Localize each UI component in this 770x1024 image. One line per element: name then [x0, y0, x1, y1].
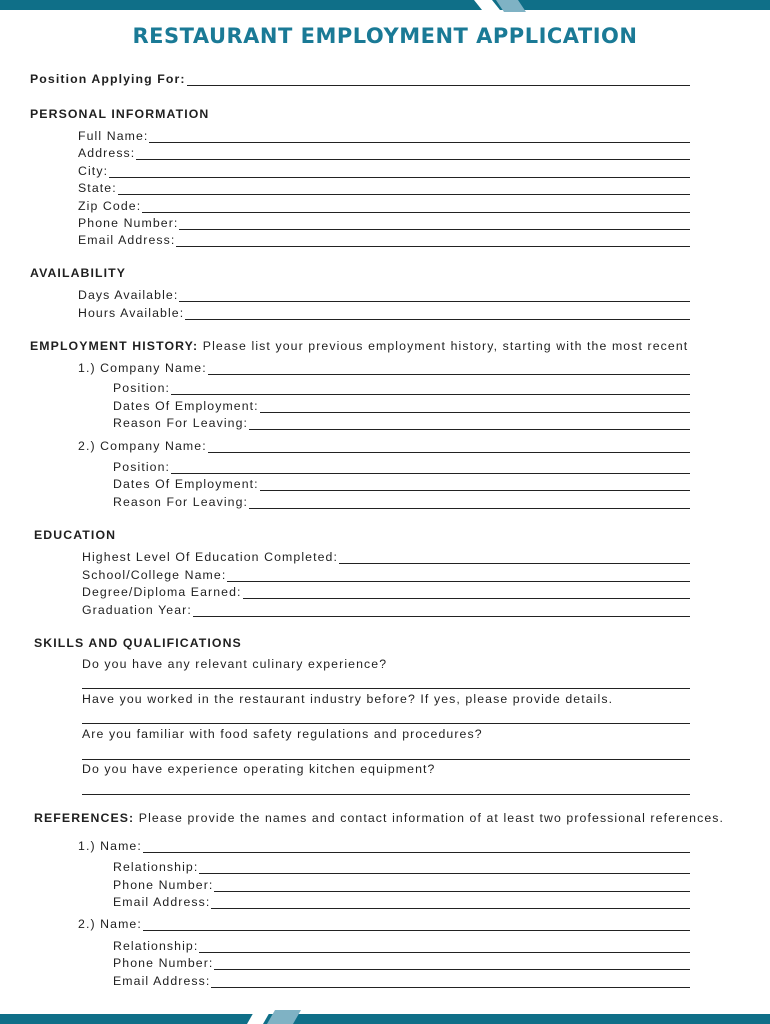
- personal-heading: PERSONAL INFORMATION: [30, 107, 210, 121]
- ref1-relationship-label: Relationship:: [113, 860, 199, 874]
- school-line[interactable]: [227, 568, 690, 582]
- company1-line[interactable]: [208, 361, 690, 375]
- education-level-field[interactable]: [82, 550, 690, 564]
- ref2-phone-line[interactable]: [214, 956, 690, 970]
- company2-label: 2.) Company Name:: [78, 439, 207, 453]
- ref2-relationship-label: Relationship:: [113, 939, 199, 953]
- ref2-phone-field[interactable]: [113, 956, 690, 970]
- reason2-field[interactable]: [113, 495, 690, 509]
- phone-line[interactable]: [179, 216, 690, 230]
- education-level-line[interactable]: [339, 550, 690, 564]
- skills-question-2: Have you worked in the restaurant industry before? If yes, please provide details.: [82, 692, 614, 706]
- ref1-phone-line[interactable]: [214, 878, 690, 892]
- ref1-name-field[interactable]: [78, 839, 690, 853]
- skills-answer-line-2[interactable]: [82, 723, 690, 724]
- grad-year-label: Graduation Year:: [82, 603, 192, 617]
- reason2-line[interactable]: [249, 495, 690, 509]
- education-heading: EDUCATION: [34, 528, 117, 542]
- state-label: State:: [78, 181, 117, 195]
- phone-field[interactable]: [78, 216, 690, 230]
- reason2-label: Reason For Leaving:: [113, 495, 249, 509]
- address-line[interactable]: [136, 146, 690, 160]
- email-field[interactable]: [78, 233, 690, 247]
- position-line[interactable]: [187, 72, 690, 86]
- position-label: Position Applying For:: [30, 72, 186, 86]
- employment-heading: [30, 339, 688, 353]
- ref1-phone-label: Phone Number:: [113, 878, 214, 892]
- days-field[interactable]: [78, 288, 690, 302]
- company2-line[interactable]: [208, 439, 690, 453]
- grad-year-line[interactable]: [193, 603, 690, 617]
- ref2-email-field[interactable]: [113, 974, 690, 988]
- email-label: Email Address:: [78, 233, 176, 247]
- school-field[interactable]: [82, 568, 690, 582]
- bottom-stripes-decoration: [245, 1008, 315, 1024]
- ref2-name-line[interactable]: [143, 917, 690, 931]
- position-field[interactable]: [30, 72, 690, 86]
- reason1-label: Reason For Leaving:: [113, 416, 249, 430]
- form-title: RESTAURANT EMPLOYMENT APPLICATION: [132, 24, 638, 48]
- references-heading: [34, 811, 724, 825]
- skills-question-1: Do you have any relevant culinary experience?: [82, 657, 388, 671]
- address-field[interactable]: [78, 146, 690, 160]
- employment-heading-text: EMPLOYMENT HISTORY:: [30, 339, 199, 353]
- top-stripes-decoration: [470, 0, 540, 14]
- ref2-relationship-field[interactable]: [113, 939, 690, 953]
- zip-line[interactable]: [142, 199, 690, 213]
- position2-line[interactable]: [171, 460, 690, 474]
- ref2-name-label: 2.) Name:: [78, 917, 142, 931]
- degree-field[interactable]: [82, 585, 690, 599]
- company1-label: 1.) Company Name:: [78, 361, 207, 375]
- dates2-field[interactable]: [113, 477, 690, 491]
- position1-field[interactable]: [113, 381, 690, 395]
- top-band: [0, 0, 770, 10]
- skills-question-3: Are you familiar with food safety regulations and procedures?: [82, 727, 483, 741]
- skills-answer-line-1[interactable]: [82, 688, 690, 689]
- references-instruction: Please provide the names and contact information of at least two professional references.: [138, 811, 725, 825]
- days-label: Days Available:: [78, 288, 179, 302]
- ref1-relationship-field[interactable]: [113, 860, 690, 874]
- city-label: City:: [78, 164, 109, 178]
- hours-line[interactable]: [185, 306, 690, 320]
- full-name-line[interactable]: [149, 129, 690, 143]
- dates2-label: Dates Of Employment:: [113, 477, 259, 491]
- full-name-field[interactable]: [78, 129, 690, 143]
- hours-label: Hours Available:: [78, 306, 185, 320]
- ref2-name-field[interactable]: [78, 917, 690, 931]
- state-line[interactable]: [118, 181, 690, 195]
- employment-instruction: Please list your previous employment history, starting with the most recent: [202, 339, 689, 353]
- position2-field[interactable]: [113, 460, 690, 474]
- dates1-label: Dates Of Employment:: [113, 399, 259, 413]
- state-field[interactable]: [78, 181, 690, 195]
- position1-line[interactable]: [171, 381, 690, 395]
- zip-field[interactable]: [78, 199, 690, 213]
- city-line[interactable]: [109, 164, 690, 178]
- ref1-phone-field[interactable]: [113, 878, 690, 892]
- ref1-name-line[interactable]: [143, 839, 690, 853]
- skills-question-4: Do you have experience operating kitchen equipment?: [82, 762, 436, 776]
- company2-field[interactable]: [78, 439, 690, 453]
- skills-answer-line-4[interactable]: [82, 794, 690, 795]
- references-heading-text: REFERENCES:: [34, 811, 135, 825]
- days-line[interactable]: [179, 288, 690, 302]
- reason1-line[interactable]: [249, 416, 690, 430]
- email-line[interactable]: [176, 233, 690, 247]
- bottom-band: [0, 1014, 770, 1024]
- ref1-email-label: Email Address:: [113, 895, 211, 909]
- ref1-email-line[interactable]: [211, 895, 690, 909]
- degree-line[interactable]: [243, 585, 690, 599]
- ref2-email-label: Email Address:: [113, 974, 211, 988]
- skills-answer-line-3[interactable]: [82, 759, 690, 760]
- full-name-label: Full Name:: [78, 129, 149, 143]
- city-field[interactable]: [78, 164, 690, 178]
- skills-heading: SKILLS AND QUALIFICATIONS: [34, 636, 242, 650]
- ref1-email-field[interactable]: [113, 895, 690, 909]
- dates1-line[interactable]: [260, 399, 690, 413]
- school-label: School/College Name:: [82, 568, 227, 582]
- dates2-line[interactable]: [260, 477, 690, 491]
- company1-field[interactable]: [78, 361, 690, 375]
- position2-label: Position:: [113, 460, 171, 474]
- phone-label: Phone Number:: [78, 216, 179, 230]
- grad-year-field[interactable]: [82, 603, 690, 617]
- zip-label: Zip Code:: [78, 199, 142, 213]
- reason1-field[interactable]: [113, 416, 690, 430]
- education-level-label: Highest Level Of Education Completed:: [82, 550, 339, 564]
- hours-field[interactable]: [78, 306, 690, 320]
- ref2-phone-label: Phone Number:: [113, 956, 214, 970]
- availability-heading: AVAILABILITY: [30, 266, 127, 280]
- position1-label: Position:: [113, 381, 171, 395]
- ref1-relationship-line[interactable]: [199, 860, 690, 874]
- degree-label: Degree/Diploma Earned:: [82, 585, 242, 599]
- ref2-relationship-line[interactable]: [199, 939, 690, 953]
- ref2-email-line[interactable]: [211, 974, 690, 988]
- ref1-name-label: 1.) Name:: [78, 839, 142, 853]
- dates1-field[interactable]: [113, 399, 690, 413]
- address-label: Address:: [78, 146, 136, 160]
